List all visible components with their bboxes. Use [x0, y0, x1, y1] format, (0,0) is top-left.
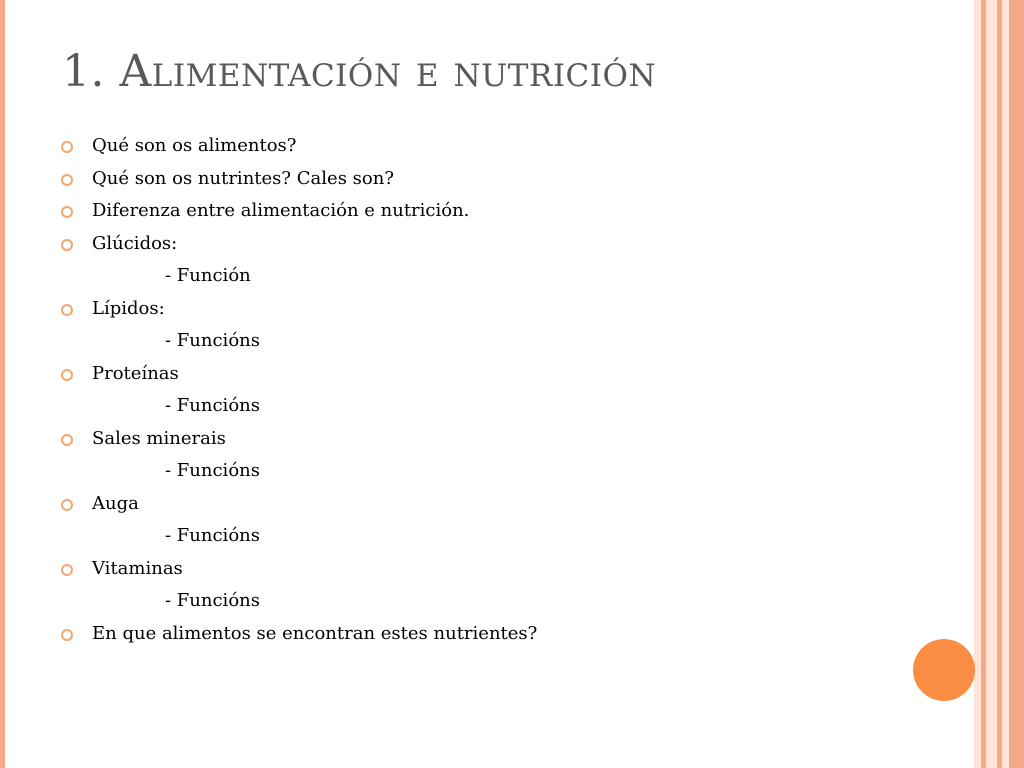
list-item-text: Diferenza entre alimentación e nutrición. [92, 200, 470, 221]
circle-bullet-icon [61, 174, 73, 186]
sub-list-item [60, 260, 940, 293]
circle-bullet-icon [61, 239, 73, 251]
list-item-text: Qué son os nutrintes? Cales son? [92, 167, 394, 189]
right-stripe-1 [974, 0, 981, 768]
decorative-orange-circle [913, 639, 975, 701]
right-stripe-6 [1009, 0, 1024, 768]
left-border-stripe [0, 0, 5, 768]
list-item [60, 195, 940, 228]
list-item [60, 293, 940, 326]
right-stripe-5 [1002, 0, 1009, 768]
slide-title: 1. Alimentación e nutrición [62, 46, 657, 97]
sub-list-item [60, 455, 940, 488]
sub-item-text: - Funcións [165, 395, 260, 416]
circle-bullet-icon [61, 206, 73, 218]
sub-list-item [60, 520, 940, 553]
sub-list-item [60, 585, 940, 618]
sub-list-item [60, 325, 940, 358]
circle-bullet-icon [61, 564, 73, 576]
circle-bullet-icon [61, 499, 73, 511]
list-item [60, 358, 940, 391]
bullet-list [60, 130, 940, 650]
list-item-text: Sales minerais [92, 427, 226, 449]
list-item-text: Vitaminas [92, 557, 183, 579]
list-item-text: Lípidos: [92, 297, 165, 319]
sub-item-text: - Función [165, 265, 251, 286]
sub-item-text: - Funcións [165, 330, 260, 351]
list-item-text: Proteínas [92, 362, 179, 384]
circle-bullet-icon [61, 369, 73, 381]
list-item [60, 423, 940, 456]
sub-list-item [60, 390, 940, 423]
sub-item-text: - Funcións [165, 525, 260, 546]
circle-bullet-icon [61, 629, 73, 641]
list-item-text: Qué son os alimentos? [92, 135, 297, 156]
list-item [60, 163, 940, 196]
circle-bullet-icon [61, 141, 73, 153]
right-stripe-3 [986, 0, 997, 768]
list-item-text: Auga [92, 492, 139, 514]
list-item-text: Glúcidos: [92, 232, 178, 254]
list-item [60, 618, 940, 651]
sub-item-text: - Funcións [165, 590, 260, 611]
right-border-stripes [974, 0, 1024, 768]
list-item [60, 488, 940, 521]
list-item [60, 228, 940, 261]
list-item-text: En que alimentos se encontran estes nutrientes? [92, 622, 538, 644]
list-item [60, 553, 940, 586]
sub-item-text: - Funcións [165, 460, 260, 481]
circle-bullet-icon [61, 304, 73, 316]
circle-bullet-icon [61, 434, 73, 446]
list-item [60, 130, 940, 163]
